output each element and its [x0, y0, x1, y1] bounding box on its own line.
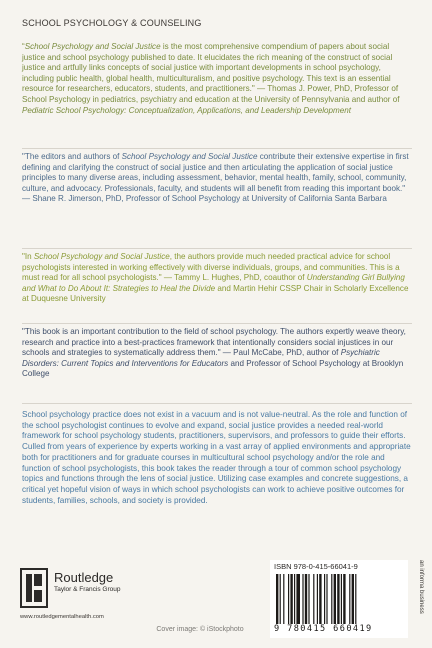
barcode-icon — [274, 574, 404, 626]
quote-text: , the authors provide much needed practical advice for school psychologists interested in working effectively with diverse individuals, groups, and communities. This is a must read for all school psychologists." — Tammy L. Hughes, PhD, coauthor of — [22, 252, 400, 283]
quote-title: Pediatric School Psychology: Conceptualization, Applications, and Leadership Development — [22, 105, 352, 115]
barcode-bar — [290, 574, 292, 624]
barcode-bar — [313, 574, 314, 624]
barcode-bar — [319, 574, 321, 624]
publisher-group: Taylor & Francis Group — [54, 586, 121, 593]
quote-title: Understanding Girl Bullying and What to Do About It: Strategies to Heal the Divide — [22, 273, 405, 293]
isbn-digits: 9 780415 660419 — [274, 624, 373, 634]
divider — [22, 148, 412, 149]
endorsement-quote-1: “School Psychology and Social Justice is the most comprehensive compendium of papers about social justice and school psychology published to date. It elucidates the rich meaning of the construct of social justice and artfully links concepts of social justice with important developments in school psychology, including public health, global health, multiculturalism, and positive psychology. This text is an essential resource for researchers, educators, students, and practitioners." — Thomas J. Power, PhD, Professor of School Psychology in pediatrics, psychiatry and education at the University of Pennsylvania and author of Pediatric School Psychology: Conceptualization, Applications, and Leadership Development — [22, 42, 400, 115]
barcode-bar — [296, 574, 300, 624]
barcode-bar — [324, 574, 325, 624]
endorsement-quote-4 — [22, 327, 412, 380]
quote-text: is the most comprehensive compendium of papers about social justice and school psychology published to date. It elucidates the rich meaning of the construct of social justice and artfully links concepts of social justice with important developments in school psychology, including public health, global health, multiculturalism, and positive psychology. This text is an essential resource for researchers, educators, students, and practitioners." — Thomas J. Power, PhD, Professor of School Psychology in pediatrics, psychiatry and education at the University of Pennsylvania and author of — [22, 42, 400, 104]
barcode-bar — [341, 574, 342, 624]
quote-title: School Psychology and Social Justice — [24, 42, 161, 51]
isbn-barcode-box — [270, 560, 408, 638]
barcode-bar — [337, 574, 339, 624]
barcode-bar — [352, 574, 354, 624]
barcode-bar — [288, 574, 289, 624]
barcode-bar — [305, 574, 307, 624]
barcode-bar — [331, 574, 332, 624]
publisher-logo — [20, 568, 180, 608]
barcode-bar — [355, 574, 356, 624]
publisher-name: Routledge — [54, 570, 114, 585]
barcode-bar — [302, 574, 303, 624]
quote-text: and Martin Hehir CSSP Chair in Scholarly Excellence at Duquesne University — [22, 283, 409, 304]
divider — [22, 248, 412, 249]
quote-title: School Psychology and Social Justice — [121, 152, 258, 161]
isbn-label: ISBN 978-0-415-66041-9 — [274, 562, 358, 571]
endorsement-quote-2 — [22, 152, 412, 205]
barcode-bar — [343, 574, 345, 624]
divider — [22, 323, 412, 324]
book-description: School psychology practice does not exist in a vacuum and is not value-neutral. As the role and function of the school psychologist continues to evolve and expand, social justice provides a needed real-world framework for school psychology students, practitioners, supervisors, and professors to guide their efforts. Culled from years of experience by experts working in a vast array of applied environments and appropriate both for practitioners and for graduate courses in multicultural school psychology and/or the role and function of school psychologists, this book takes the reader through a tour of common school psychology topics and functions through the lens of social justice. Utilizing case examples and concrete suggestions, a critical yet hopeful vision of ways in which school psychologists can work to achieve positive outcomes for students, families, schools, and society is provided. — [22, 410, 411, 505]
quote-text: and Professor of School Psychology at Brooklyn College — [22, 358, 404, 379]
barcode-bar — [294, 574, 295, 624]
barcode-bar — [317, 574, 318, 624]
barcode-bar — [349, 574, 350, 624]
barcode-bar — [326, 574, 327, 624]
quote-text: contribute their extensive expertise in first defining and clarifying the construct of social justice and then articulating the application of social justice principles to many diverse areas, including assessment, behavior, mental health, family, school, community, culture, and advocacy. Professionals, faculty, and students will all benefit from reading this important book." — Shane R. Jimerson, PhD, Professor of School Psychology at University of California Santa Barbara — [22, 152, 409, 204]
barcode-bar — [283, 574, 284, 624]
informa-tagline: an informa business — [418, 560, 424, 614]
routledge-logo-icon — [20, 568, 50, 608]
quote-text: "This book is an important contribution to the field of school psychology. The authors expertly weave theory, research and practice into a best-practices framework that intentionally considers social injustices in our schools and strategies to systematically address them." — Paul McCabe, PhD, author of — [22, 327, 406, 358]
divider — [22, 403, 412, 404]
publisher-website: www.routledgementalhealth.com — [20, 614, 104, 620]
quote-text: "The editors and authors of — [22, 152, 122, 161]
barcode-bar — [276, 574, 278, 624]
barcode-bar — [334, 574, 336, 624]
barcode-bar — [308, 574, 309, 624]
quote-title: Psychiatric Disorders: Current Topics and Interventions for Educators — [22, 348, 380, 368]
barcode-bar — [280, 574, 281, 624]
quote-text: "In — [22, 252, 34, 261]
quote-title: School Psychology and Social Justice — [33, 252, 170, 261]
endorsement-quote-3 — [22, 252, 412, 305]
series-title: SCHOOL PSYCHOLOGY & COUNSELING — [22, 18, 202, 28]
cover-image-credit: Cover image: © iStockphoto — [156, 626, 244, 633]
